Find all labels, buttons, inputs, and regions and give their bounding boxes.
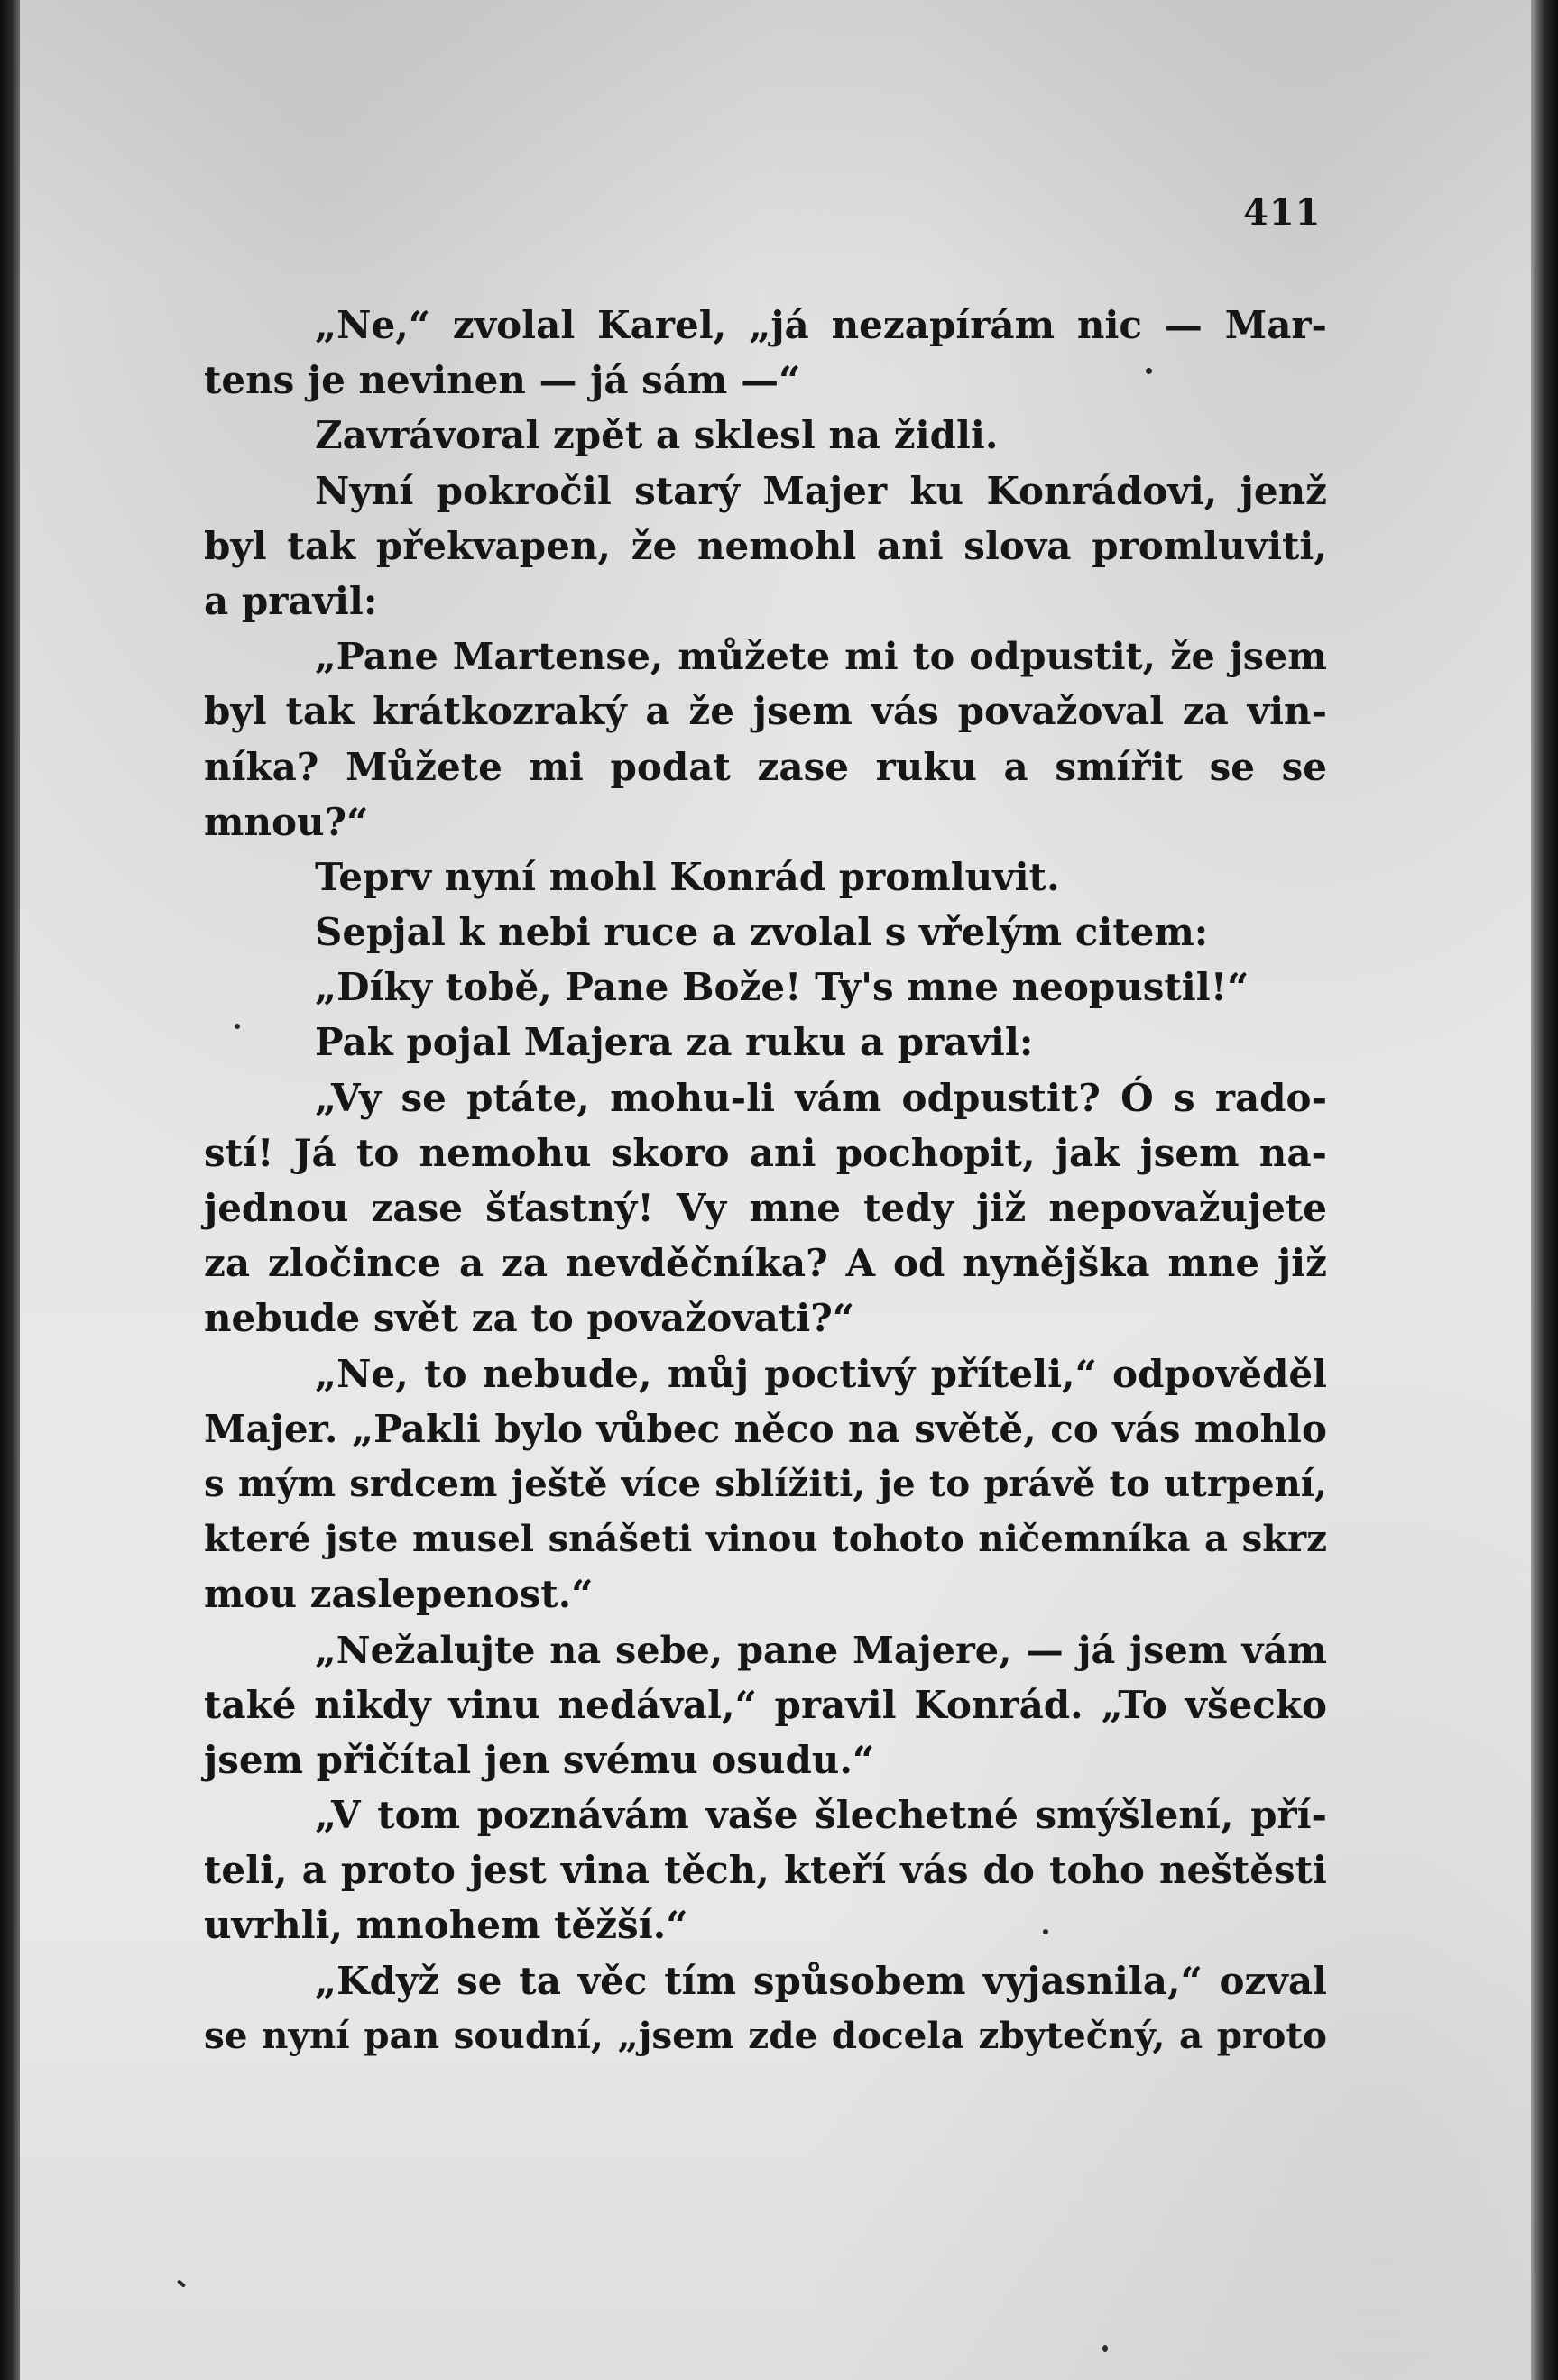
text-line: Sepjal k nebi ruce a zvolal s vřelým citem: [315,910,1209,955]
paper-speck [1102,2345,1108,2352]
text-line: jsem přičítal jen svému osudu.“ [204,1737,875,1782]
text-line: s mým srdcem ještě více sblížiti, je to právě to utrpení, [204,1462,1327,1505]
text-line: se nyní pan soudní, „jsem zde docela zbytečný, a proto [204,2013,1327,2057]
text-line: „Ne,“ zvolal Karel, „já nezapírám nic — Mar- [315,303,1327,347]
book-gutter-shadow [0,0,20,2380]
text-line: „V tom poznávám vaše šlechetné smýšlení, pří- [315,1793,1327,1838]
text-line: Teprv nyní mohl Konrád promluvit. [315,854,1060,899]
page-number: 411 [1243,191,1322,234]
body-text [204,298,1327,2063]
text-line: „Vy se ptáte, mohu-li vám odpustit? Ó s rado- [315,1075,1327,1120]
text-line: „Když se ta věc tím spůsobem vyjasnila,“ ozval [315,1958,1327,2003]
text-line: také nikdy vinu nedával,“ pravil Konrád. „To všecko [204,1682,1327,1727]
text-line: níka? Můžete mi podat zase ruku a smířit se se [204,744,1327,789]
text-line: byl tak překvapen, že nemohl ani slova promluviti, [204,523,1327,568]
text-line: Majer. „Pakli bylo vůbec něco na světě, co vás mohlo [204,1406,1327,1451]
text-line: stí! Já to nemohu skoro ani pochopit, jak jsem na- [204,1130,1327,1175]
text-line: Pak pojal Majera za ruku a pravil: [315,1020,1034,1065]
text-line: nebude svět za to považovati?“ [204,1296,854,1341]
text-line: které jste musel snášeti vinou tohoto ničemníka a skrz [204,1518,1327,1561]
text-line: byl tak krátkozraký a že jsem vás považoval za vin- [204,689,1327,734]
text-line: „Nežalujte na sebe, pane Majere, — já jsem vám [315,1627,1327,1672]
page-edge-shadow [1531,0,1558,2380]
paper-speck [177,2279,186,2287]
text-line: „Díky tobě, Pane Bože! Ty's mne neopustil!“ [315,965,1249,1010]
text-line: Zavrávoral zpět a sklesl na židli. [315,413,999,458]
text-line: teli, a proto jest vina těch, kteří vás do toho neštěsti [204,1848,1327,1893]
text-line: Nyní pokročil starý Majer ku Konrádovi, jenž [315,468,1327,513]
text-line: jednou zase šťastný! Vy mne tedy již nepovažujete [204,1186,1327,1230]
text-line: za zločince a za nevděčníka? A od nynějška mne již [204,1241,1327,1286]
text-line: tens je nevinen — já sám —“ [204,358,801,403]
text-line: mou zaslepenost.“ [204,1572,594,1617]
text-line: „Pane Martense, můžete mi to odpustit, že jsem [315,634,1327,679]
text-line: mnou?“ [204,799,369,844]
text-line: „Ne, to nebude, můj poctivý příteli,“ odpověděl [315,1351,1327,1396]
text-line: uvrhli, mnohem těžší.“ [204,1903,688,1948]
text-line: a pravil: [204,578,378,623]
